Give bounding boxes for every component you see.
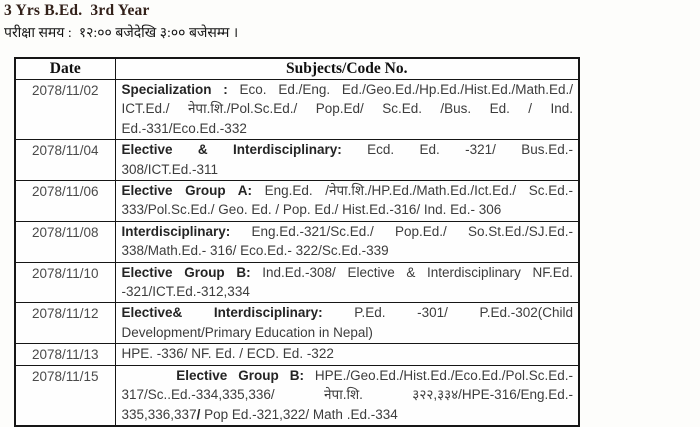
- subject-group-label: Elective & Interdisciplinary:: [121, 142, 368, 158]
- subject-codes-text: HPE./Geo.Ed./Hist.Ed./Eco.Ed./Pol.Sc.Ed.-: [314, 367, 573, 383]
- subject-line: [122, 160, 574, 179]
- subject-group-label: Specialization :: [121, 82, 240, 97]
- subject-line: [122, 222, 574, 241]
- exam-schedule-table: [14, 57, 580, 427]
- date-column-header: Date: [15, 58, 115, 80]
- subject-codes-text: Eng.Ed. /नेपा.शि./HP.Ed./Math.Ed./Ict.Ed./ Sc.Ed.-: [264, 183, 573, 199]
- subject-codes-text: Ecd. Ed. -321/ Bus.Ed.-: [367, 142, 573, 158]
- subject-codes-text: Ind.Ed.-308/ Elective & Interdisciplinary NF.Ed.: [262, 264, 573, 280]
- schedule-row: [15, 303, 579, 344]
- schedule-row: [15, 344, 579, 365]
- date-cell: 2078/11/12: [15, 303, 115, 344]
- subjects-cell: [115, 140, 579, 181]
- subject-line: [122, 344, 574, 363]
- date-cell: 2078/11/13: [15, 344, 115, 365]
- subject-codes-text: -321/ICT.Ed.-312,334: [121, 284, 250, 300]
- subject-line: [122, 99, 574, 118]
- subject-line: [122, 181, 574, 200]
- subject-line: [122, 385, 574, 404]
- schedule-row: [15, 140, 579, 181]
- subject-line: [122, 263, 574, 282]
- subjects-cell: [115, 262, 579, 303]
- schedule-row: [15, 365, 579, 426]
- subject-codes-text: Development/Primary Education in Nepal): [121, 324, 373, 340]
- subject-codes-text: 335,336,337: [121, 406, 197, 422]
- schedule-row: [15, 262, 579, 303]
- date-cell: 2078/11/08: [15, 221, 115, 262]
- subjects-cell: [115, 181, 579, 222]
- subject-codes-text: 333/Pol.Sc.Ed./ Geo. Ed. / Pop. Ed./ Hist.Ed.-316/ Ind. Ed.- 306: [121, 202, 502, 218]
- subject-group-label: Interdisciplinary:: [121, 223, 252, 239]
- schedule-row: [15, 80, 579, 140]
- subject-line: [122, 323, 574, 342]
- date-cell: 2078/11/04: [15, 140, 115, 181]
- subject-line: [122, 241, 574, 260]
- subject-codes-text: Eng.Ed.-321/Sc.Ed./ Pop.Ed./ So.St.Ed./SJ.Ed.-: [251, 223, 573, 239]
- subject-codes-text: Eco. Ed./Eng. Ed./Geo.Ed./Hp.Ed./Hist.Ed./Math.Ed./: [239, 82, 573, 97]
- date-cell: 2078/11/15: [15, 365, 115, 426]
- subject-group-label: Elective Group B:: [121, 264, 263, 280]
- page-title: 3 Yrs B.Ed. 3rd Year: [4, 2, 150, 19]
- subject-codes-text: 338/Math.Ed.- 316/ Eco.Ed.- 322/Sc.Ed.-339: [121, 243, 389, 259]
- subject-line: [122, 200, 574, 219]
- subject-codes-text: P.Ed. -301/ P.Ed.-302(Child: [354, 305, 574, 321]
- subject-codes-text: 317/Sc..Ed.-334,335,336/ नेपा.शि. ३२२,३३४/HPE-316/Eng.Ed.-: [121, 387, 573, 403]
- subject-line: [122, 405, 574, 424]
- subjects-cell: [115, 365, 579, 426]
- subjects-column-header: Subjects/Code No.: [115, 58, 579, 80]
- schedule-table-body: [15, 80, 579, 426]
- schedule-row: [15, 221, 579, 262]
- subjects-cell: [115, 303, 579, 344]
- date-cell: 2078/11/06: [15, 181, 115, 222]
- subject-codes-text: Pop Ed.-321,322/ Math .Ed.-334: [200, 406, 398, 422]
- subject-group-label: /: [196, 406, 201, 422]
- subject-codes-text: Ed.-331/Eco.Ed.-332: [121, 120, 247, 136]
- subject-line: [122, 366, 574, 385]
- table-header-row: [15, 58, 579, 80]
- subject-group-label: Elective Group A:: [121, 183, 265, 199]
- schedule-row: [15, 181, 579, 222]
- subject-line: [122, 282, 574, 301]
- date-cell: 2078/11/10: [15, 262, 115, 303]
- subjects-cell: [115, 221, 579, 262]
- subject-codes-text: HPE. -336/ NF. Ed. / ECD. Ed. -322: [121, 346, 334, 362]
- subject-line: [122, 80, 574, 99]
- subject-codes-text: ICT.Ed./ नेपा.शि./Pol.Sc.Ed./ Pop.Ed/ Sc.Ed. /Bus. Ed. / Ind.: [121, 101, 573, 117]
- subjects-cell: [115, 344, 579, 365]
- date-cell: 2078/11/02: [15, 80, 115, 140]
- subject-line: [122, 303, 574, 322]
- subjects-cell: [115, 80, 579, 140]
- subject-line: [122, 140, 574, 159]
- subject-group-label: Elective& Interdisciplinary:: [121, 305, 355, 321]
- exam-time-subtitle: परीक्षा समय : १२:०० बजेदेखि ३:०० बजेसम्म ।: [4, 26, 239, 41]
- subject-codes-text: 308/ICT.Ed.-311: [121, 161, 219, 177]
- subject-group-label: Elective Group B:: [121, 367, 315, 383]
- subject-line: [122, 119, 574, 138]
